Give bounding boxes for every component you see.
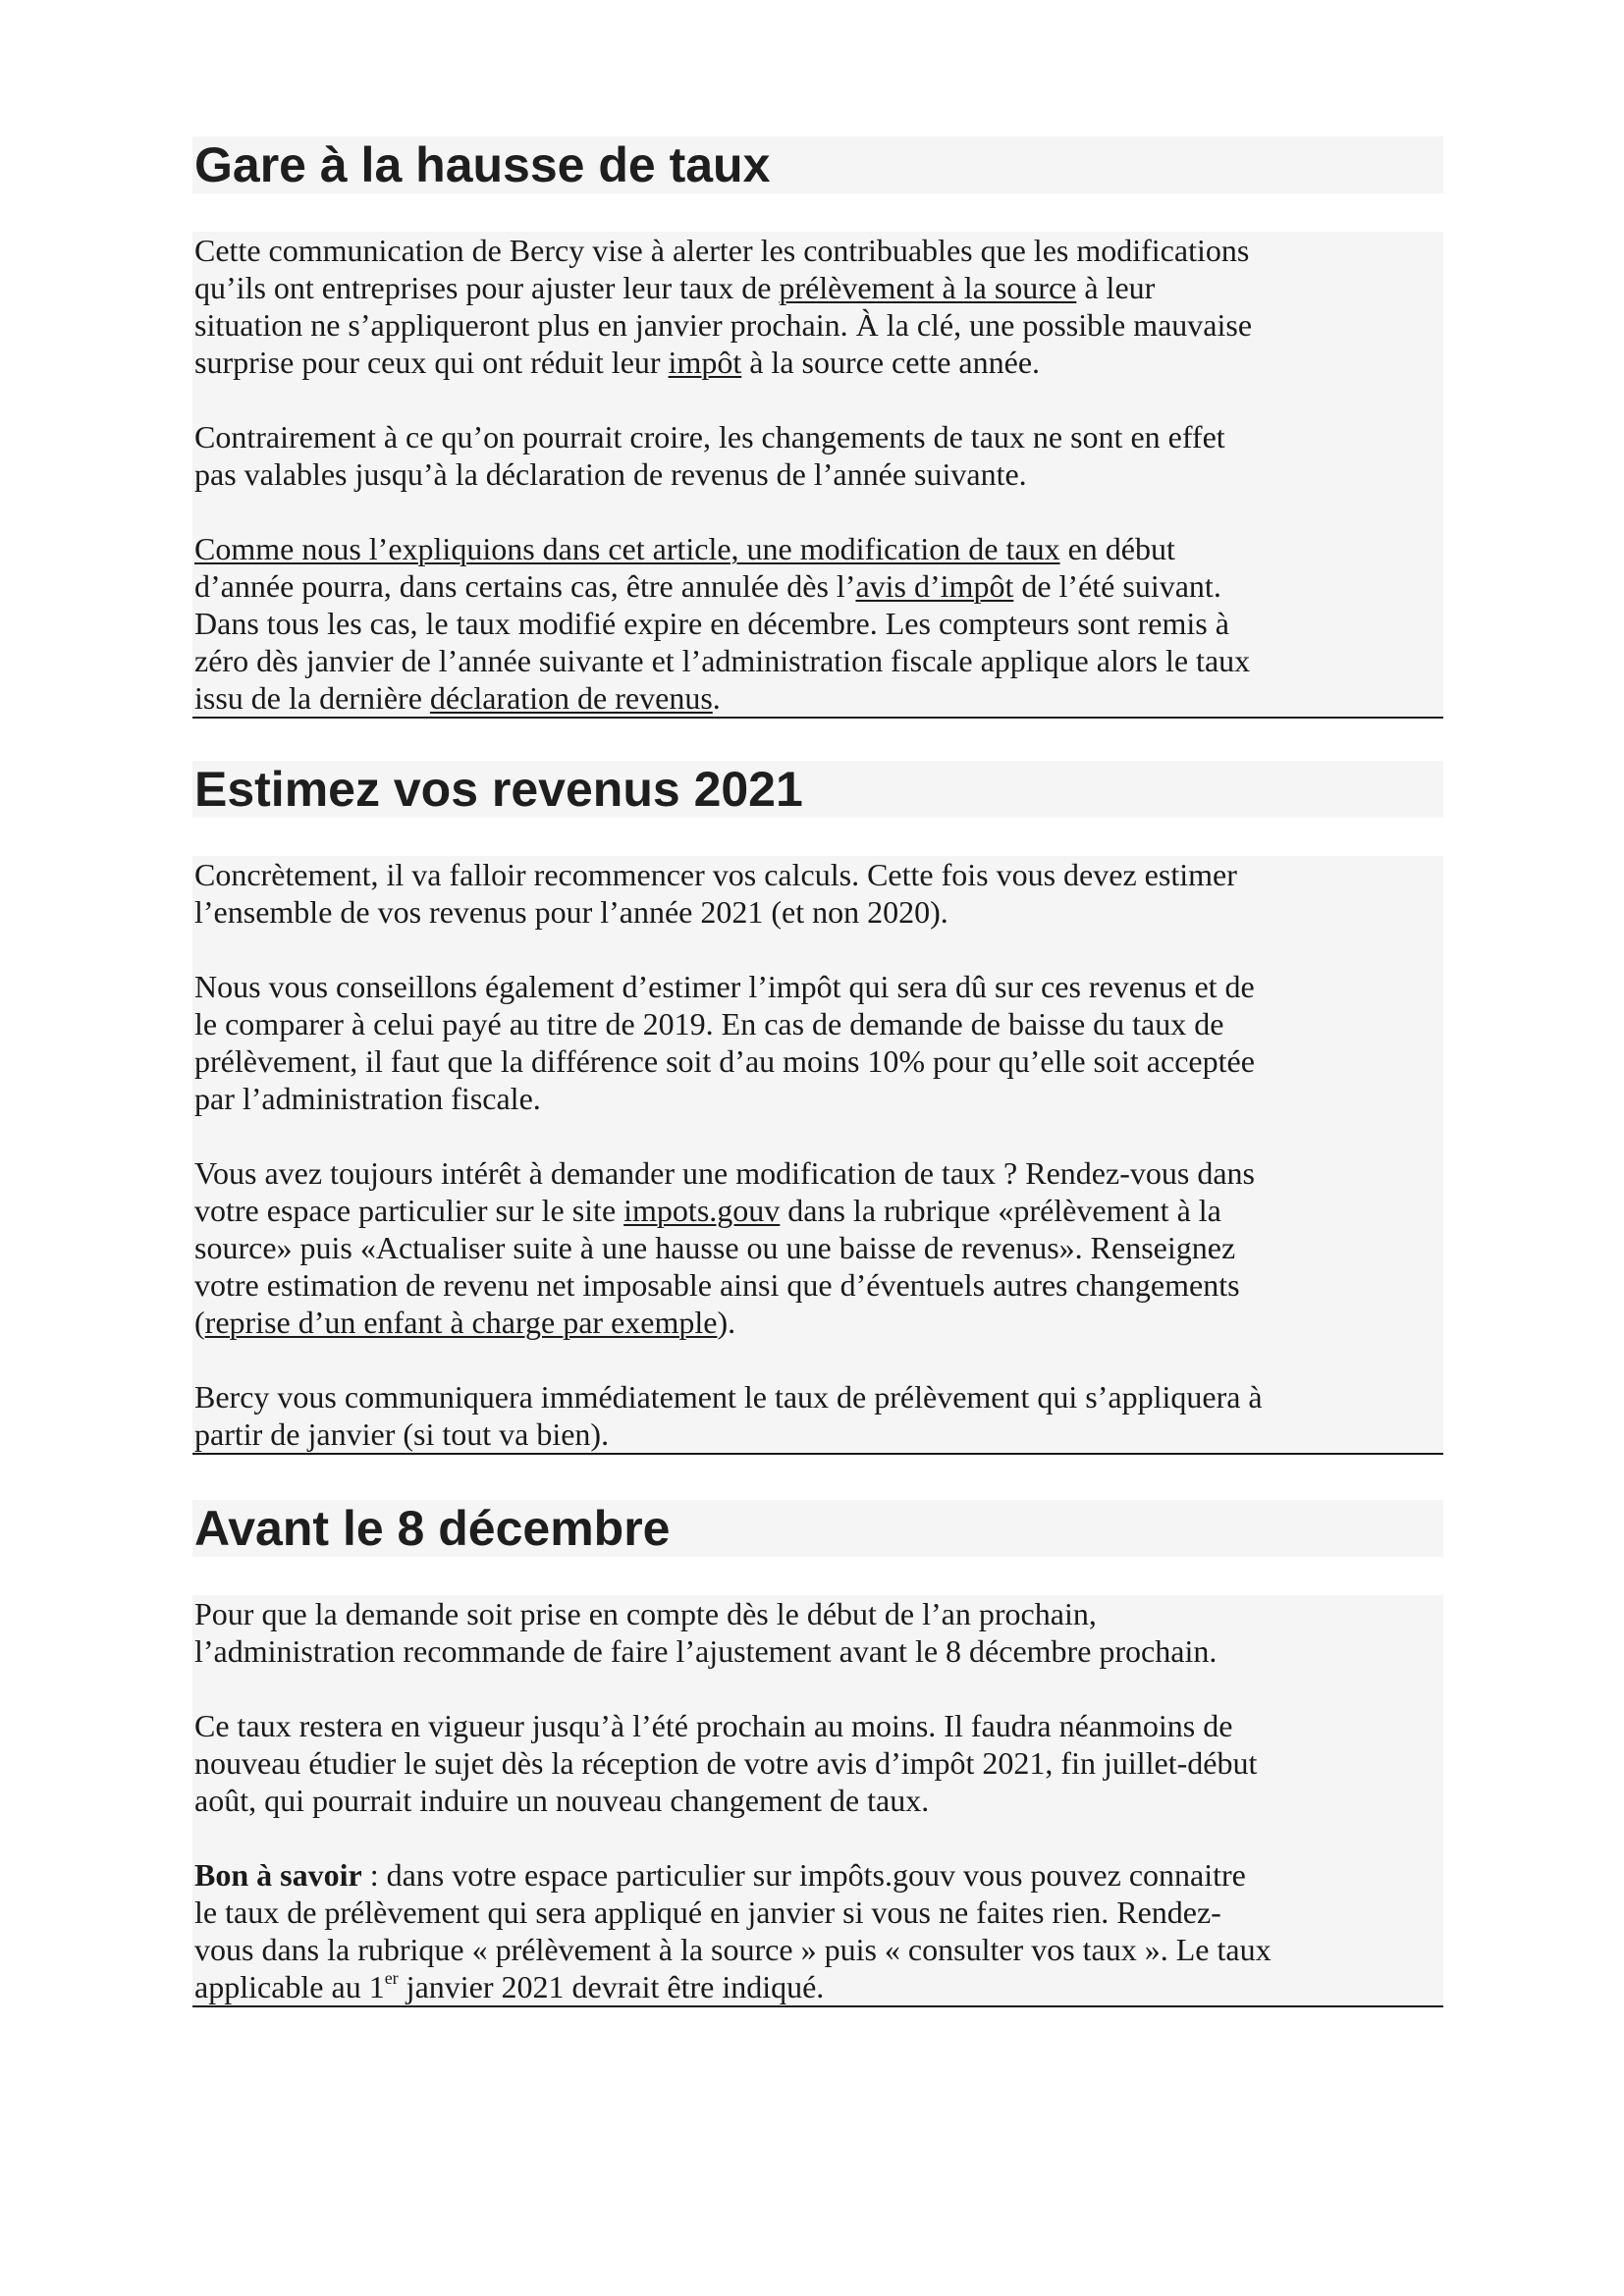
paragraph: [194, 1378, 1441, 1453]
text: Dans tous les cas, le taux modifié expire en décembre. Les compteurs sont remis à: [194, 606, 1229, 641]
text: votre espace particulier sur le site: [194, 1193, 624, 1228]
text: ).: [717, 1305, 736, 1340]
text: par l’administration fiscale.: [194, 1081, 541, 1116]
text: Bercy vous communiquera immédiatement le taux de prélèvement qui s’appliquera à: [194, 1379, 1263, 1415]
text: applicable au 1: [194, 1969, 385, 2004]
section-avant-8-decembre: [192, 1500, 1443, 2007]
paragraph: [194, 968, 1441, 1117]
link-declaration-revenus[interactable]: déclaration de revenus: [429, 680, 713, 716]
link-article-modification-taux[interactable]: Comme nous l’expliquions dans cet article, une modification de taux: [194, 531, 1060, 566]
section-body: [192, 1595, 1443, 2007]
text: situation ne s’appliqueront plus en janvier prochain. À la clé, une possible mauvaise: [194, 307, 1253, 343]
text: l’administration recommande de faire l’ajustement avant le 8 décembre prochain.: [194, 1633, 1218, 1669]
text: Cette communication de Bercy vise à alerter les contribuables que les modifications: [194, 233, 1250, 268]
text: Pour que la demande soit prise en compte dès le début de l’an prochain,: [194, 1596, 1097, 1631]
section-estimez-revenus: [192, 761, 1443, 1455]
text: dans la rubrique «prélèvement à la: [780, 1193, 1221, 1228]
text: l’ensemble de vos revenus pour l’année 2021 (et non 2020).: [194, 894, 948, 930]
text: nouveau étudier le sujet dès la réception de votre avis d’impôt 2021, fin juillet-début: [194, 1745, 1258, 1781]
text: source» puis «Actualiser suite à une hausse ou une baisse de revenus». Renseignez: [194, 1230, 1236, 1265]
link-impot[interactable]: impôt: [668, 345, 742, 380]
text: issu de la dernière: [194, 680, 430, 716]
text: Ce taux restera en vigueur jusqu’à l’été prochain au moins. Il faudra néanmoins de: [194, 1708, 1233, 1743]
link-reprise-enfant[interactable]: reprise d’un enfant à charge par exemple: [204, 1305, 718, 1340]
paragraph: [194, 1154, 1441, 1341]
link-impots-gouv[interactable]: impots.gouv: [623, 1193, 781, 1228]
text: à la source cette année.: [741, 345, 1041, 380]
text: surprise pour ceux qui ont réduit leur: [194, 345, 669, 380]
text: .: [712, 680, 721, 716]
text: zéro dès janvier de l’année suivante et l’administration fiscale applique alors le taux: [194, 643, 1251, 678]
paragraph: [194, 1707, 1441, 1819]
paragraph: [194, 856, 1441, 931]
text: en début: [1059, 531, 1175, 566]
text: le taux de prélèvement qui sera appliqué en janvier si vous ne faites rien. Rendez-: [194, 1895, 1221, 1930]
section-body: [192, 232, 1443, 719]
text: à leur: [1076, 270, 1156, 305]
text: vous dans la rubrique « prélèvement à la source » puis « consulter vos taux ». Le taux: [194, 1932, 1272, 1967]
text: d’année pourra, dans certains cas, être annulée dès l’: [194, 568, 856, 604]
text: août, qui pourrait induire un nouveau changement de taux.: [194, 1783, 930, 1818]
section-heading: Estimez vos revenus 2021: [192, 761, 1443, 818]
text: Contrairement à ce qu’on pourrait croire, les changements de taux ne sont en effet: [194, 419, 1225, 454]
link-prelevement-source[interactable]: prélèvement à la source: [779, 270, 1077, 305]
text: (: [194, 1305, 205, 1340]
text: le comparer à celui payé au titre de 2019. En cas de demande de baisse du taux de: [194, 1006, 1224, 1041]
superscript: er: [384, 1968, 399, 1988]
text: de l’été suivant.: [1013, 568, 1221, 604]
text: pas valables jusqu’à la déclaration de revenus de l’année suivante.: [194, 456, 1027, 492]
text: partir de janvier (si tout va bien).: [194, 1416, 610, 1452]
link-avis-impot[interactable]: avis d’impôt: [855, 568, 1014, 604]
section-hausse-taux: [192, 136, 1443, 719]
paragraph: [194, 232, 1441, 381]
bon-a-savoir-label: Bon à savoir: [194, 1857, 362, 1893]
paragraph: [194, 1595, 1441, 1670]
text: qu’ils ont entreprises pour ajuster leur taux de: [194, 270, 780, 305]
section-body: [192, 856, 1443, 1455]
text: janvier 2021 devrait être indiqué.: [398, 1969, 825, 2004]
paragraph: [194, 418, 1441, 493]
text: Vous avez toujours intérêt à demander une modification de taux ? Rendez-vous dans: [194, 1155, 1255, 1191]
section-heading: Gare à la hausse de taux: [192, 136, 1443, 193]
section-heading: Avant le 8 décembre: [192, 1500, 1443, 1557]
text: Nous vous conseillons également d’estimer l’impôt qui sera dû sur ces revenus et de: [194, 969, 1255, 1004]
paragraph: [194, 1856, 1441, 2005]
text: votre estimation de revenu net imposable ainsi que d’éventuels autres changements: [194, 1267, 1240, 1303]
text: : dans votre espace particulier sur impôts.gouv vous pouvez connaitre: [361, 1857, 1246, 1893]
paragraph: [194, 530, 1441, 717]
text: Concrètement, il va falloir recommencer vos calculs. Cette fois vous devez estimer: [194, 857, 1237, 892]
text: prélèvement, il faut que la différence soit d’au moins 10% pour qu’elle soit acceptée: [194, 1043, 1255, 1079]
